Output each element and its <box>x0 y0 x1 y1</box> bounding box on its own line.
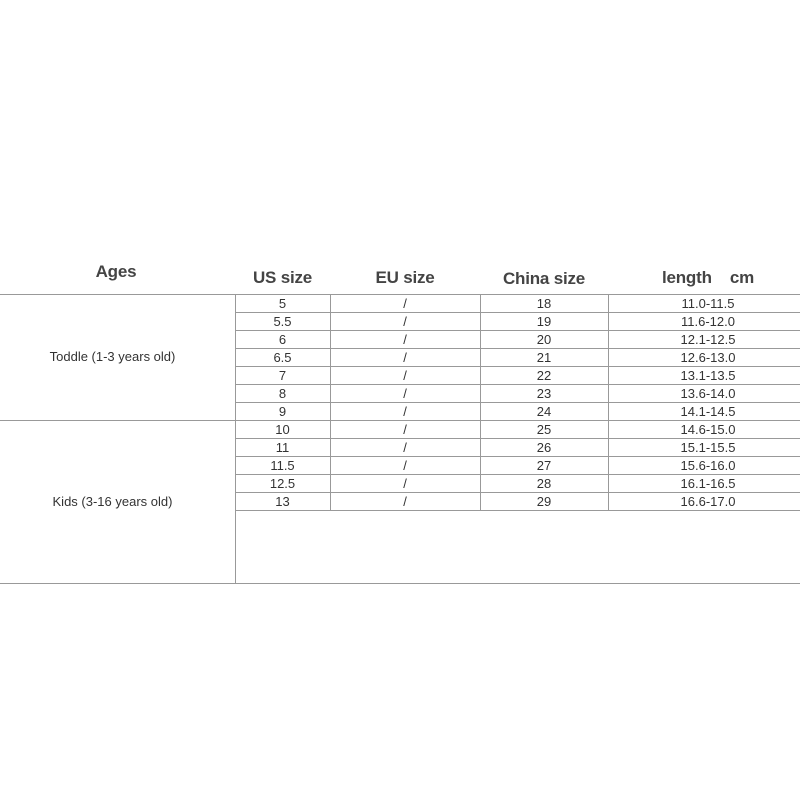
cell-china: 18 <box>536 296 552 311</box>
cell-length: 11.0-11.5 <box>681 296 735 311</box>
cell-china: 21 <box>536 350 552 365</box>
cell-length: 13.1-13.5 <box>680 368 736 383</box>
cell-us: 8 <box>278 386 287 401</box>
cell-us: 12.5 <box>269 476 296 491</box>
cell-length: 13.6-14.0 <box>680 386 736 401</box>
cell-eu: / <box>403 494 407 509</box>
cell-eu: / <box>403 458 407 473</box>
cell-china: 27 <box>536 458 552 473</box>
cell-length: 14.1-14.5 <box>680 404 736 419</box>
cell-china: 19 <box>536 314 552 329</box>
table-header <box>0 258 800 294</box>
header-ages: Ages <box>95 262 137 281</box>
cell-china: 26 <box>536 440 552 455</box>
cell-china: 28 <box>536 476 552 491</box>
cell-eu: / <box>403 404 407 419</box>
cell-china: 29 <box>536 494 552 509</box>
cell-length: 14.6-15.0 <box>680 422 736 437</box>
cell-length: 12.6-13.0 <box>680 350 736 365</box>
cell-us: 13 <box>275 494 290 509</box>
group-label-toddle: Toddle (1-3 years old) <box>49 349 176 364</box>
header-length-cm: length cm <box>661 268 755 287</box>
header-us-size: US size <box>252 268 313 287</box>
cell-length: 15.6-16.0 <box>680 458 736 473</box>
cell-us: 6.5 <box>273 350 292 365</box>
cell-us: 9 <box>278 404 287 419</box>
cell-us: 5.5 <box>273 314 292 329</box>
cell-eu: / <box>403 422 407 437</box>
cell-eu: / <box>403 440 407 455</box>
cell-china: 20 <box>536 332 552 347</box>
header-eu-size: EU size <box>375 268 435 287</box>
cell-us: 11 <box>275 440 290 455</box>
cell-china: 25 <box>536 422 552 437</box>
cell-eu: / <box>403 350 407 365</box>
group-label-kids: Kids (3-16 years old) <box>52 494 173 509</box>
cell-eu: / <box>403 332 407 347</box>
cell-us: 6 <box>278 332 287 347</box>
cell-us: 7 <box>278 368 287 383</box>
cell-length: 11.6-12.0 <box>681 314 735 329</box>
cell-eu: / <box>403 386 407 401</box>
cell-length: 15.1-15.5 <box>680 440 736 455</box>
table-bottom-border <box>0 583 800 584</box>
size-chart-table <box>0 294 800 584</box>
cell-eu: / <box>403 314 407 329</box>
cell-china: 22 <box>536 368 552 383</box>
cell-us: 5 <box>278 296 287 311</box>
cell-eu: / <box>403 476 407 491</box>
cell-length: 16.6-17.0 <box>680 494 736 509</box>
cell-length: 12.1-12.5 <box>680 332 736 347</box>
cell-us: 10 <box>275 422 290 437</box>
cell-us: 11.5 <box>270 458 295 473</box>
cell-eu: / <box>403 296 407 311</box>
cell-china: 23 <box>536 386 552 401</box>
cell-length: 16.1-16.5 <box>680 476 736 491</box>
header-china-size: China size <box>502 269 586 288</box>
cell-eu: / <box>403 368 407 383</box>
cell-china: 24 <box>536 404 552 419</box>
